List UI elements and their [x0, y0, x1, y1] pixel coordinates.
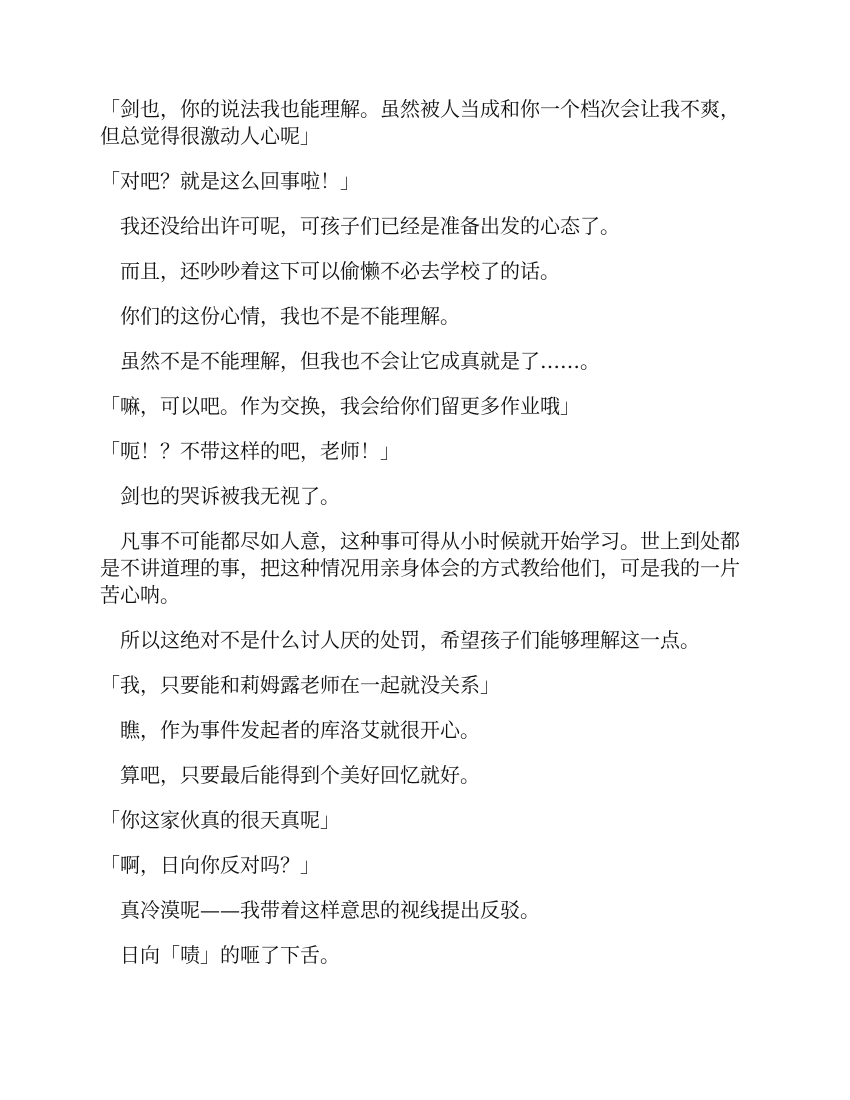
- paragraph-dialog: 「啊，日向你反对吗？」: [100, 853, 320, 877]
- paragraph-narration: 你们的这份心情，我也不是不能理解。: [120, 304, 460, 328]
- paragraph-narration: 凡事不可能都尽如人意，这种事可得从小时候就开始学习。世上到处都是不讲道理的事，把这种情况用亲身体会的方式教给他们，可是我的一片苦心呐。: [100, 529, 740, 607]
- paragraph-narration: 瞧，作为事件发起者的库洛艾就很开心。: [120, 718, 480, 742]
- paragraph-narration: 日向「啧」的咂了下舌。: [120, 943, 340, 967]
- paragraph-dialog: 「剑也，你的说法我也能理解。虽然被人当成和你一个档次会让我不爽，但总觉得很激动人心呢」: [100, 97, 740, 148]
- paragraph-narration: 剑也的哭诉被我无视了。: [120, 484, 340, 508]
- paragraph-dialog: 「你这家伙真的很天真呢」: [100, 808, 340, 832]
- paragraph-narration: 我还没给出许可呢，可孩子们已经是准备出发的心态了。: [120, 214, 620, 238]
- page-body: [100, 96, 750, 987]
- paragraph-dialog: 「我，只要能和莉姆露老师在一起就没关系」: [100, 673, 500, 697]
- paragraph-narration: 真冷漠呢——我带着这样意思的视线提出反驳。: [120, 898, 540, 922]
- paragraph-dialog: 「嘛，可以吧。作为交换，我会给你们留更多作业哦」: [100, 394, 580, 418]
- paragraph-dialog: 「对吧？就是这么回事啦！」: [100, 169, 360, 193]
- paragraph-narration: 而且，还吵吵着这下可以偷懒不必去学校了的话。: [120, 259, 560, 283]
- paragraph-narration: 算吧，只要最后能得到个美好回忆就好。: [120, 763, 480, 787]
- paragraph-dialog: 「呃！？不带这样的吧，老师！」: [100, 439, 400, 463]
- paragraph-narration: 所以这绝对不是什么讨人厌的处罚，希望孩子们能够理解这一点。: [120, 628, 700, 652]
- paragraph-narration: 虽然不是不能理解，但我也不会让它成真就是了……。: [120, 349, 600, 373]
